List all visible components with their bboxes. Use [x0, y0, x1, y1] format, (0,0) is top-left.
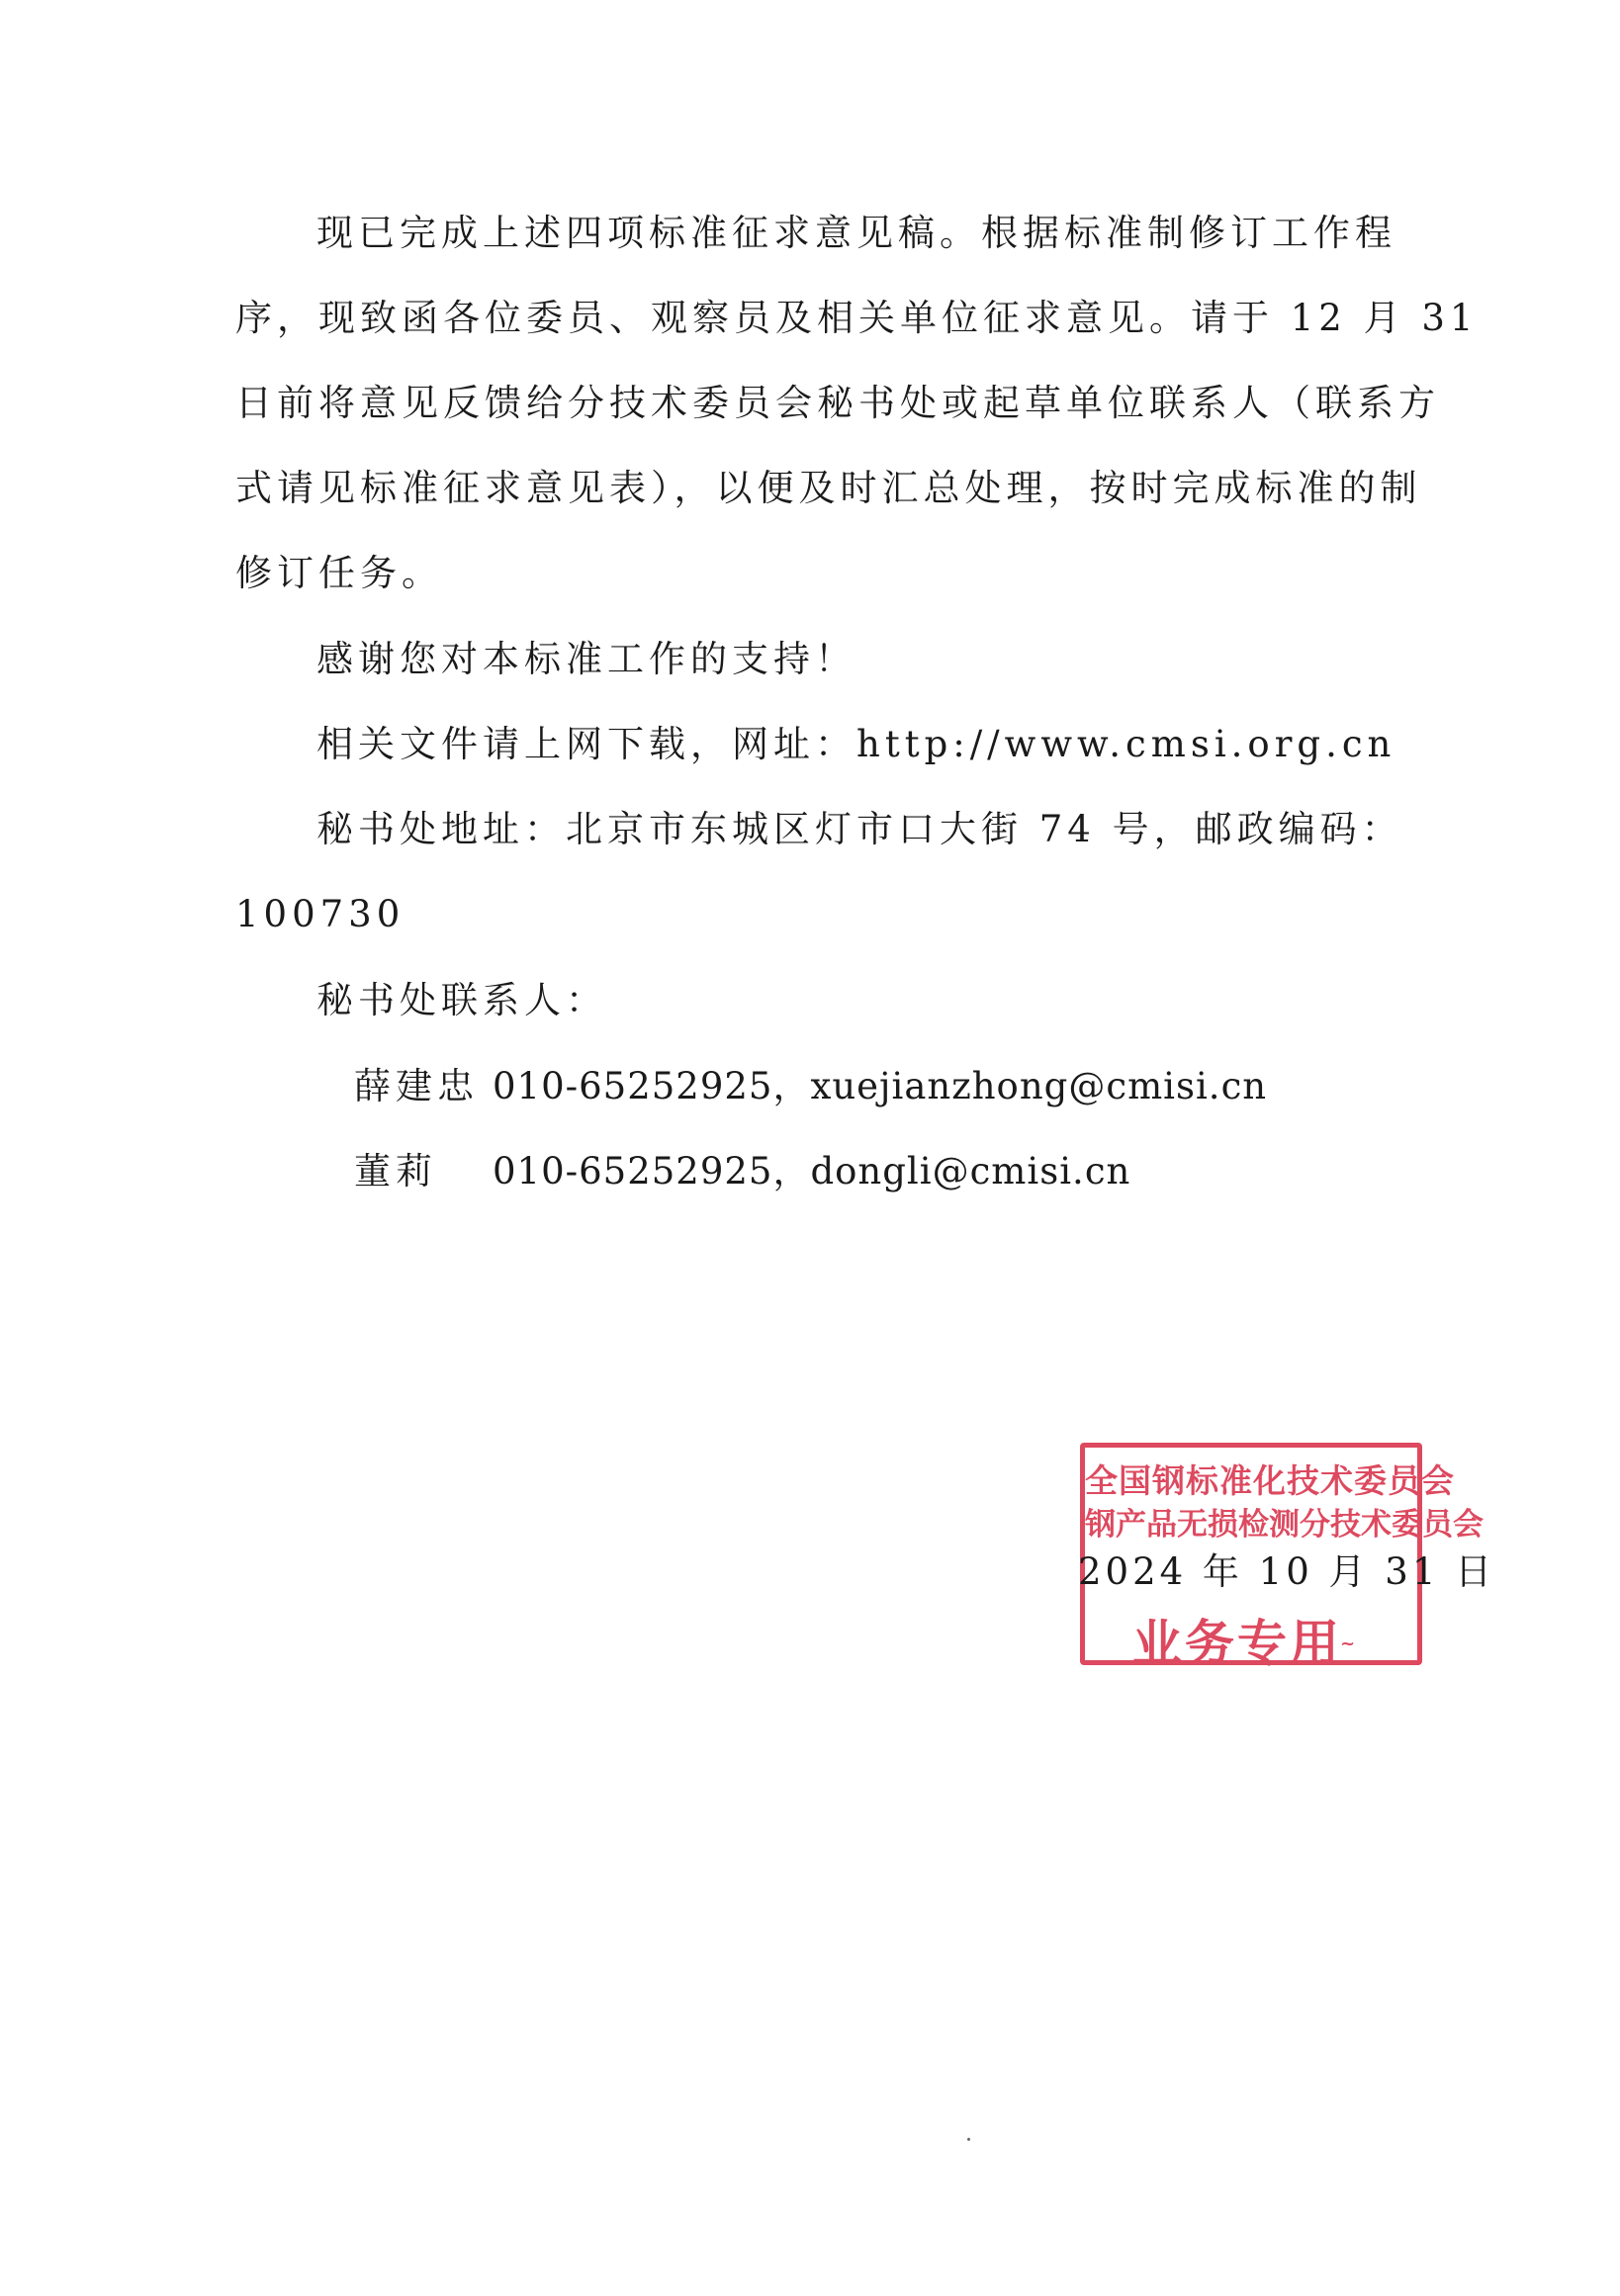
contact-name: 薛建忠 — [354, 1065, 479, 1107]
letter-date: 2024 年 10 月 31 日 — [1078, 1550, 1496, 1593]
seal-mark: ~ — [1340, 1634, 1356, 1654]
download-text: 相关文件请上网下载，网址：http://www.cmsi.org.cn — [316, 723, 1396, 765]
paragraph-line: 修订任务。 — [235, 552, 443, 594]
scan-speck — [967, 2138, 970, 2141]
paragraph-line: 日前将意见反馈给分技术委员会秘书处或起草单位联系人（联系方 — [235, 382, 1440, 424]
address-line: 秘书处地址：北京市东城区灯市口大街 74 号，邮政编码： — [316, 808, 1403, 850]
paragraph-line: 式请见标准征求意见表），以便及时汇总处理，按时完成标准的制 — [235, 467, 1422, 509]
seal-line: 全国钢标准化技术委员会 — [1085, 1461, 1455, 1500]
seal-line: 业务专用 — [1132, 1615, 1342, 1672]
paragraph-line: 现已完成上述四项标准征求意见稿。根据标准制修订工作程 — [316, 212, 1396, 254]
thanks-text: 感谢您对本标准工作的支持！ — [316, 638, 856, 680]
seal-line: 钢产品无损检测分技术委员会 — [1085, 1507, 1484, 1543]
contact-row — [354, 1150, 1130, 1193]
contacts-heading: 秘书处联系人： — [316, 979, 607, 1021]
contact-row — [354, 1065, 1267, 1108]
contact-name: 董莉 — [354, 1150, 437, 1192]
contact-detail: 010-65252925，dongli@cmisi.cn — [493, 1150, 1131, 1192]
contact-detail: 010-65252925，xuejianzhong@cmisi.cn — [493, 1065, 1268, 1107]
postal-code: 100730 — [235, 893, 405, 935]
paragraph-line: 序，现致函各位委员、观察员及相关单位征求意见。请于 12 月 31 — [235, 297, 1479, 339]
